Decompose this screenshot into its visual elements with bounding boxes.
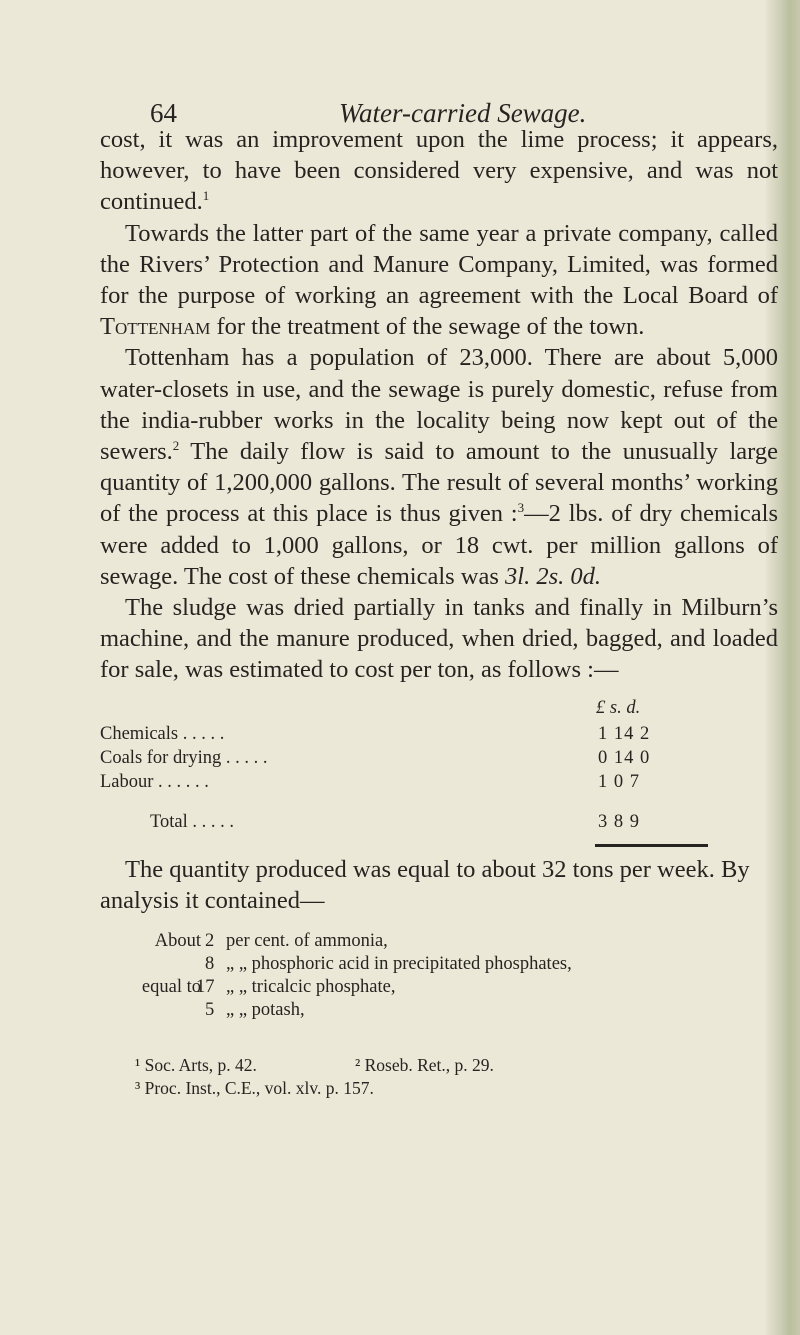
analysis-list (100, 930, 740, 1022)
paragraph-3 (100, 342, 778, 592)
footnote-line (135, 1054, 735, 1077)
footnotes (135, 1054, 735, 1100)
paragraph-2-text-a: Towards the latter part of the same year a private company, called the Rivers’ Protection and Manure Company, Limited, was formed for the purpose of working an agreement with the Local Board of (100, 219, 778, 310)
total-rule (595, 844, 708, 847)
analysis-prefix: About (154, 931, 201, 951)
total-label: Total . . . . . (150, 812, 234, 832)
cost-label: Chemicals . . . . . (100, 724, 225, 744)
footnote-ref-1: 1 (202, 188, 210, 204)
place-name: Tottenham (100, 313, 211, 341)
total-row (100, 812, 720, 836)
cost-amount: 1 14 2 (598, 724, 651, 744)
cost-amount: 1 0 7 (598, 772, 640, 792)
analysis-description: „ „ potash, (226, 1000, 305, 1020)
footnote-ref-2: 2 (172, 438, 180, 454)
chemicals-cost: 3l. 2s. 0d. (505, 562, 601, 590)
paragraph-3-text-b: The daily flow is said to amount to the unusually large quantity of 1,200,000 gallons. The result of several months’ working of the process at this place is thus given : (100, 438, 778, 528)
cost-amount: 0 14 0 (598, 748, 651, 768)
paragraph-3-text-a: Tottenham has a population of 23,000. There are about 5,000 water-closets in use, and the sewage is purely domestic, refuse from the india-rubber works in the locality being now kept out of the sewers. (100, 344, 778, 466)
footnote-line (135, 1077, 735, 1100)
paragraph-2 (100, 218, 778, 343)
paragraph-3-text-c: —2 lbs. of dry chemicals were added to 1,000 gallons, or 18 cwt. per million gallons of sewage. The cost of these chemicals was (100, 500, 778, 590)
analysis-quantity: 5 (205, 1000, 215, 1020)
footnote-3: ³ Proc. Inst., C.E., vol. xlv. p. 157. (135, 1078, 374, 1098)
paragraph-1 (100, 124, 778, 218)
body-text (100, 124, 778, 686)
analysis-description: per cent. of ammonia, (226, 931, 388, 951)
after-table-text (100, 854, 778, 916)
table-row (100, 724, 720, 748)
running-title: Water-carried Sewage. (339, 98, 587, 128)
analysis-quantity: 17 (196, 977, 215, 997)
analysis-item (100, 953, 740, 976)
cost-label: Labour . . . . . . (100, 772, 209, 792)
analysis-item (100, 999, 740, 1022)
paragraph-5: The quantity produced was equal to about 32 tons per week. By analysis it contained— (100, 856, 750, 915)
footnote-2: ² Roseb. Ret., p. 29. (355, 1055, 494, 1075)
paragraph-4: The sludge was dried partially in tanks and finally in Milburn’s machine, and the manure produced, when dried, bagged, and loaded for sale, was estimated to cost per ton, as follows :— (100, 594, 778, 684)
analysis-quantity: 2 (205, 931, 215, 951)
analysis-quantity: 8 (205, 954, 215, 974)
table-row (100, 748, 720, 772)
analysis-description: „ „ tricalcic phosphate, (226, 977, 396, 997)
footnote-1: ¹ Soc. Arts, p. 42. (135, 1055, 257, 1075)
analysis-description: „ „ phosphoric acid in precipitated phosphates, (226, 954, 572, 974)
analysis-prefix: equal to (141, 977, 201, 997)
analysis-item (100, 976, 740, 999)
cost-label: Coals for drying . . . . . (100, 748, 268, 768)
paragraph-2-text-b: for the treatment of the sewage of the town. (210, 313, 645, 341)
table-row (100, 772, 720, 796)
total-amount: 3 8 9 (598, 812, 640, 832)
page-number: 64 (150, 98, 177, 128)
footnote-ref-3: 3 (517, 500, 525, 516)
currency-header: £ s. d. (596, 698, 641, 718)
paragraph-1-text: cost, it was an improvement upon the lime process; it appears, however, to have been considered very expensive, and was not continued. (100, 126, 778, 216)
analysis-item (100, 930, 740, 953)
